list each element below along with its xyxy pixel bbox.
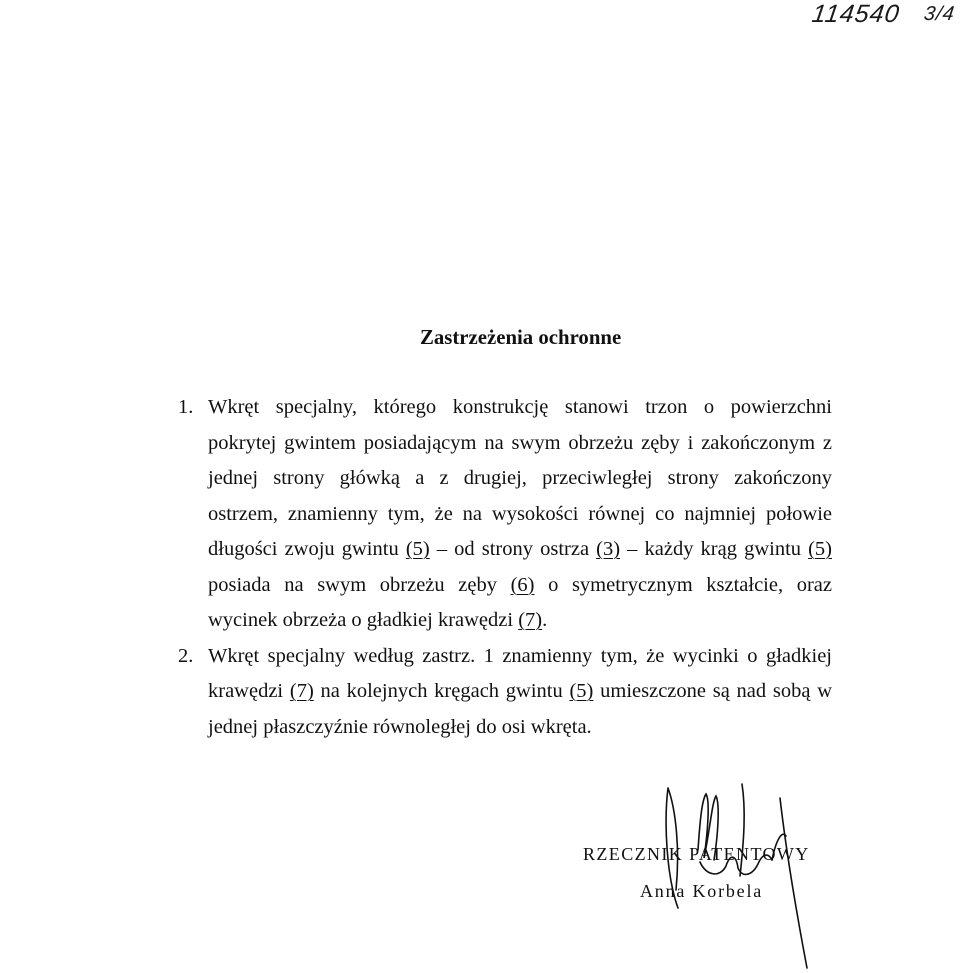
- claim-line: [208, 639, 832, 675]
- claim-line: [208, 568, 832, 604]
- claim-text: .: [542, 609, 548, 631]
- claim-number: 2.: [178, 644, 194, 667]
- claim-text: Wkręt specjalny według zastrz. 1 znamienny tym, że wycinki o gładkiej: [208, 644, 832, 667]
- claim-text: Wkręt specjalny, którego konstrukcję stanowi trzon o powierzchni: [208, 396, 832, 418]
- claim-line: [208, 390, 832, 426]
- claim-text: jednej płaszczyźnie równoległej do osi wkręta.: [208, 715, 592, 738]
- claim-line: [208, 461, 832, 497]
- claim-line: [208, 674, 832, 710]
- page-title: Zastrzeżenia ochronne: [420, 326, 622, 349]
- claim-line: [208, 710, 832, 746]
- claim-text: posiada na swym obrzeżu zęby: [208, 573, 511, 596]
- stamp-title: RZECZNIK PATENTOWY: [583, 844, 810, 864]
- claim-text: ostrzem, znamienny tym, że na wysokości równej co najmniej połowie: [208, 502, 832, 525]
- claim-text: jednej strony główką a z drugiej, przeciwległej strony zakończony: [208, 467, 832, 489]
- signature: [640, 780, 820, 970]
- signature-stroke: [740, 784, 744, 876]
- claim-1: [178, 390, 832, 639]
- reference-numeral: (6): [510, 573, 535, 596]
- claim-text: o symetrycznym kształcie, oraz: [534, 573, 832, 596]
- claim-number: 1.: [178, 396, 194, 418]
- claim-text: umieszczone są nad sobą w: [593, 680, 833, 702]
- reference-numeral: (7): [518, 609, 543, 631]
- reference-numeral: (5): [569, 680, 594, 702]
- signature-stroke: [772, 834, 786, 860]
- signature-stroke: [700, 855, 772, 874]
- claim-text: długości zwoju gwintu: [208, 538, 406, 560]
- signature-stroke: [666, 788, 678, 908]
- claim-text: – każdy krąg gwintu: [620, 538, 809, 560]
- claim-text: – od strony ostrza: [429, 538, 597, 560]
- claim-text: na kolejnych kręgach gwintu: [313, 680, 570, 702]
- reference-numeral: (7): [289, 680, 314, 702]
- page-number-annotation: 3/4: [922, 3, 957, 25]
- claim-text: krawędzi: [208, 680, 290, 702]
- signature-stroke: [780, 798, 807, 968]
- stamp-name: Anna Korbela: [640, 881, 764, 901]
- claims-list: [178, 390, 832, 745]
- document-number-annotation: 114540: [810, 0, 902, 28]
- reference-numeral: (5): [808, 538, 833, 560]
- claim-line: [208, 497, 832, 533]
- claim-text: wycinek obrzeża o gładkiej krawędzi: [208, 609, 519, 631]
- claim-line: [208, 532, 832, 568]
- signature-stroke: [698, 794, 718, 860]
- claim-text: pokrytej gwintem posiadającym na swym obrzeżu zęby i zakończonym z: [208, 431, 832, 454]
- claim-2: [178, 639, 832, 746]
- claim-line: [208, 426, 832, 462]
- reference-numeral: (5): [405, 538, 430, 560]
- claim-line: [208, 603, 832, 639]
- claim-body: [208, 639, 832, 746]
- claim-body: [208, 390, 832, 639]
- reference-numeral: (3): [596, 538, 621, 560]
